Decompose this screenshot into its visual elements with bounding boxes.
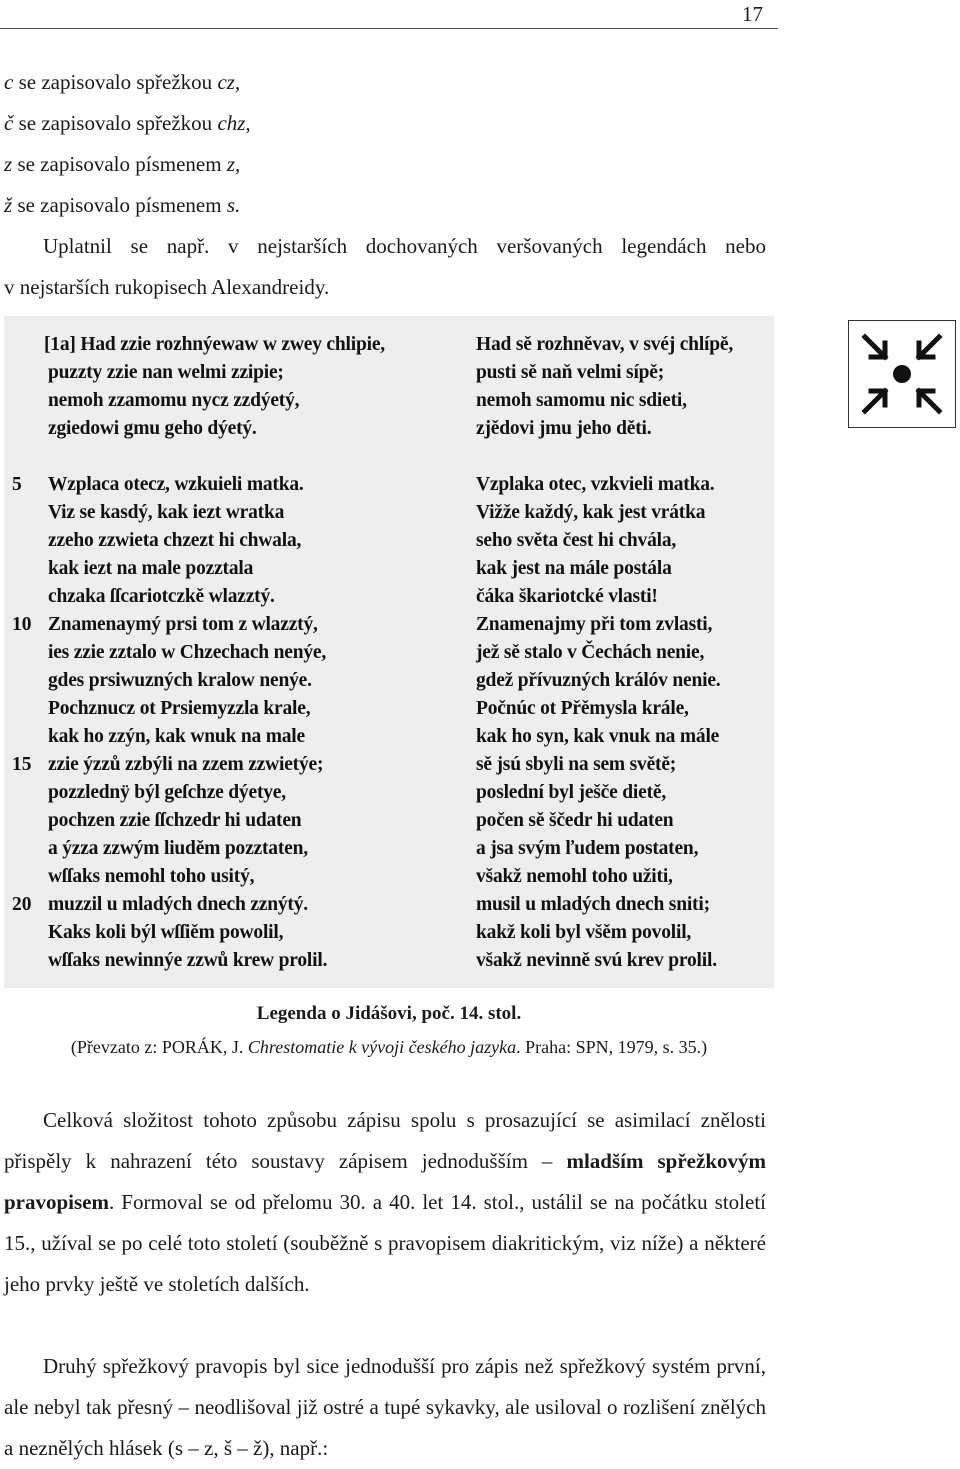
transcribed-verse-line: sě jsú sbyli na sem světě; [476,754,677,775]
old-verse-line: wſſaks nemohl toho usitý, [48,866,255,887]
old-verse-line: wſſaks newinnýe zzwů krew prolil. [48,950,328,971]
intro-line: c se zapisovalo spřežkou cz, [4,70,241,94]
old-verse-line: Znamenaymý prsi tom z wlazztý, [48,614,318,635]
old-verse-line: [1a] Had zzie rozhnýewaw w zwey chlipie, [44,334,385,355]
intro-text-line-2: v nejstarších rukopisech Alexandreidy. [4,275,330,299]
converge-arrows-icon [848,320,956,428]
transcribed-verse-line: všakž nevinně svú krev prolil. [476,950,717,971]
intro-text-line-1: Uplatnil se např. v nejstarších dochovaných veršovaných legendách nebo [43,234,766,258]
transcribed-verse-line: nemoh samomu nic sdieti, [476,390,687,411]
intro-line: z se zapisovalo písmenem z, [4,152,241,176]
old-verse-line: nemoh zzamomu nycz zzdýetý, [48,390,300,411]
intro-line: ž se zapisovalo písmenem s. [4,193,241,217]
transcribed-verse-line: seho světa čest hi chvála, [476,530,677,551]
transcribed-verse-line: poslední byl ješče dietě, [476,782,666,803]
old-verse-line: Viz se kasdý, kak iezt wratka [48,502,285,523]
old-verse-line: chzaka ſſcariotczkě wlazztý. [48,586,275,607]
transcribed-verse-line: Počnúc ot Přěmysla krále, [476,698,689,719]
page-number: 17 [742,2,763,26]
old-verse-line: puzzty zzie nan welmi zzipie; [48,362,284,383]
transcribed-verse-line: kak jest na mále postála [476,558,672,579]
verse-line-number: 20 [12,894,32,915]
header-rule [0,28,778,29]
transcribed-verse-line: Vzplaka otec, vzkvieli matka. [476,474,715,495]
old-verse-line: kak iezt na male pozztala [48,558,254,579]
old-verse-line: zzie ýzzů zzbýli na zzem zzwietýe; [48,754,324,775]
legend-figure [4,316,774,988]
transcribed-verse-line: čáka škariotcké vlasti! [476,586,658,607]
verse-line-number: 15 [12,754,32,775]
paragraph-second-digraph: Druhý spřežkový pravopis byl sice jednodušší pro zápis než spřežkový systém první, ale nebyl tak přesný – neodlišoval již ostré a tupé sykavky, ale usiloval o rozlišení znělých a neznělých hlásek (s – z, š – ž), např.: [4,1354,766,1460]
transcribed-verse-line: kak ho syn, kak vnuk na mále [476,726,720,747]
old-verse-line: pochzen zzie ſſchzedr hi udaten [48,810,302,831]
transcribed-verse-line: Znamenajmy při tom zvlasti, [476,614,713,635]
old-verse-line: pozzlednÿ býl geſchze dýetye, [48,782,286,803]
old-verse-line: gdes prsiwuzných kralow nenýe. [48,670,312,691]
transcribed-verse-line: Vižže každý, kak jest vrátka [476,502,706,523]
old-verse-line: Kaks koli býl wſſiěm powolil, [48,922,284,943]
old-verse-line: a ýzza zzwým liuděm pozztaten, [48,838,308,859]
verse-line-number: 10 [12,614,32,635]
figure-caption-title: Legenda o Jidášovi, poč. 14. stol. [256,1003,522,1024]
old-verse-line: zgiedowi gmu geho dýetý. [48,418,257,439]
old-verse-line: Wzplaca otecz, wzkuieli matka. [48,474,304,495]
intro-line: č se zapisovalo spřežkou chz, [4,111,251,135]
transcribed-verse-line: zjědovi jmu jeho děti. [476,418,652,439]
transcribed-verse-line: pusti sě naň velmi sípě; [476,362,665,383]
old-verse-line: ies zzie zztalo w Chzechach nenýe, [48,642,327,663]
old-verse-line: Pochznucz ot Prsiemyzzla krale, [48,698,311,719]
verse-line-number: 5 [12,474,22,495]
old-verse-line: zzeho zzwieta chzezt hi chwala, [48,530,302,551]
transcribed-verse-line: musil u mladých dnech sniti; [476,894,710,915]
paragraph-younger-digraph: Celková složitost tohoto způsobu zápisu spolu s prosazující se asimilací znělosti přispěly k nahrazení této soustavy zápisem jednodušším – mladším spřežkovým pravopisem. Formoval se od přelomu 30. a 40. let 14. stol., ustálil se na počátku století 15., užíval se po celé toto století (souběžně s pravopisem diakritickým, viz níže) a některé jeho prvky ještě ve stoletích dalších. [4,1108,766,1296]
transcribed-verse-line: gdež přívuzných králóv nenie. [476,670,721,691]
old-verse-line: muzzil u mladých dnech zznýtý. [48,894,308,915]
transcribed-verse-line: Had sě rozhněvav, v svéj chlípě, [476,334,734,355]
transcribed-verse-line: počen sě ščedr hi udaten [476,810,674,831]
transcribed-verse-line: jež sě stalo v Čechách nenie, [476,642,705,663]
old-verse-line: kak ho zzýn, kak wnuk na male [48,726,305,747]
figure-caption-source: (Převzato z: PORÁK, J. Chrestomatie k vývoji českého jazyka. Praha: SPN, 1979, s. 35.) [70,1037,708,1057]
transcribed-verse-line: všakž nemohl toho užiti, [476,866,673,887]
transcribed-verse-line: a jsa svým ľudem postaten, [476,838,699,859]
transcribed-verse-line: kakž koli byl všěm povolil, [476,922,692,943]
